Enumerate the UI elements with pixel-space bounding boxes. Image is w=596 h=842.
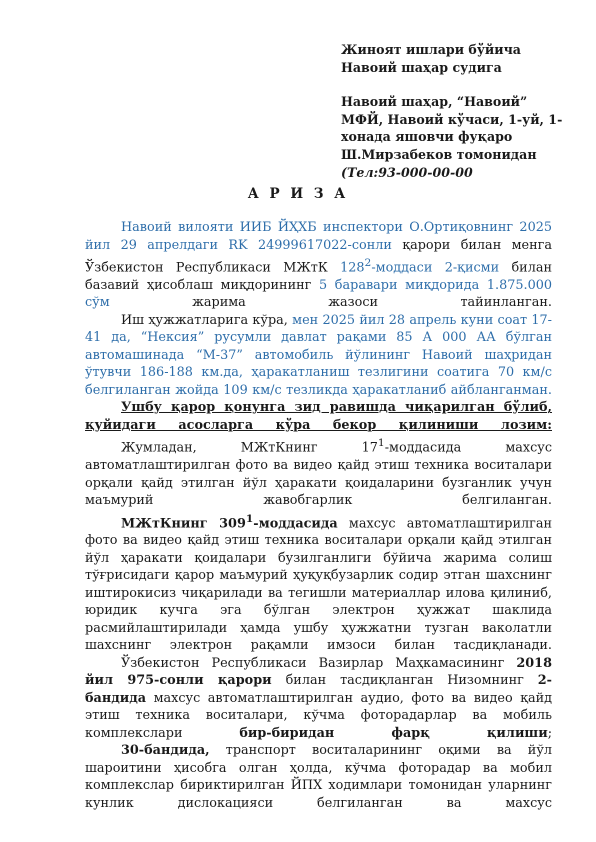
- text: жарима жазоси тайинланган.: [109, 295, 552, 311]
- text-bold: -моддасида: [253, 515, 338, 531]
- text-bold: 30-бандида,: [121, 743, 210, 759]
- addressee-line: Жиноят ишлари бўйича: [341, 42, 521, 57]
- address-gap: [341, 76, 561, 93]
- text-bold: бир-биридан фарқ қилиши: [239, 725, 548, 741]
- text: Иш ҳужжатларига кўра,: [121, 312, 293, 328]
- paragraph-5: [85, 510, 552, 655]
- superscript: 1: [245, 511, 254, 525]
- text: махсус автоматлаштирилган аудио, фото ва видео қайд этиш техника воситалари, кўчма фоторадарлар ва мобиль комплекслари: [85, 690, 552, 741]
- text-highlight: мен 2025 йил 28 апрель куни соат 17-41 да, “Нексия” русумли давлат рақами 85 А 000 АА бўлган автомашинада “М-37” автомобиль йўлининг Навоий шаҳридан ўтувчи 186-188 км.да, ҳаракатланиш тезлигини соатига 70 км/с белгиланган жойда 109 км/с тезликда ҳаракатланиб айбланганман.: [85, 312, 552, 398]
- addressee-line: Навоий шаҳар судига: [341, 59, 502, 75]
- sender-line: МФЙ, Навоий кўчаси, 1-уй, 1-: [341, 111, 563, 127]
- text: Ўзбекистон Республикаси Вазирлар Маҳкамасининг: [121, 655, 517, 671]
- text: -моддасида махсус автоматлаштирилган фото ва видео қайд этиш техника воситалари орқали қайд этилган йўл ҳаракати қоидаларини бузганлик учун маъмурий жавобгарлик белгиланган.: [85, 440, 552, 509]
- sender-phone: (Тел:93-000-00-00: [341, 164, 473, 180]
- addressee-block: [341, 41, 561, 181]
- paragraph-3: Ушбу қарор қонунга зид равишда чиқарилган бўлиб, қуйидаги асосларга кўра бекор қилиниши лозим:: [85, 400, 552, 433]
- paragraph-1: [85, 219, 552, 312]
- text: қарори билан менга Ўзбекистон Республикаси МЖтК: [85, 237, 552, 276]
- superscript: 2: [364, 256, 372, 269]
- text-highlight: 128: [340, 260, 365, 276]
- document-body: [85, 219, 552, 812]
- sender-line: Ш.Мирзабеков томонидан: [341, 146, 537, 162]
- text-highlight: 5 баравари миқдорида 1.875.000 сўм: [85, 277, 552, 311]
- superscript: 1: [377, 436, 385, 450]
- text: билан базавий ҳисоблаш миқдорининг: [85, 260, 552, 293]
- document-title: А Р И З А: [247, 186, 349, 202]
- text: ;: [547, 725, 552, 741]
- text-highlight: Навоий вилояти ИИБ ЙҲХБ инспектори О.Ортиқовнинг 2025 йил 29 апрелдаги RK 24999617022-сонли: [85, 220, 552, 253]
- text-bold: МЖтКнинг 309: [121, 515, 246, 531]
- paragraph-4: [85, 434, 552, 509]
- paragraph-7: [85, 742, 552, 812]
- sender-line: хонада яшовчи фуқаро: [341, 129, 513, 145]
- text-bold: 2-бандида: [85, 673, 552, 706]
- sender-line: Навоий шаҳар, “Навоий”: [341, 94, 528, 110]
- text: Жумладан, МЖтКнинг 17: [121, 440, 378, 456]
- paragraph-6: [85, 655, 552, 743]
- paragraph-2: [85, 312, 552, 400]
- text-highlight: -моддаси 2-қисми: [371, 260, 500, 276]
- text-bold: 2018 йил 975-сонли қарори: [85, 655, 552, 689]
- text: билан тасдиқланган Низомнинг: [271, 673, 538, 689]
- text: транспорт воситаларининг оқими ва йўл шароитини ҳисобга олган ҳолда, кўчма фоторадар ва мобил комплекслар бириктирилган ЙПХ ходимлари томонидан уларнинг кунлик дислокацияси белгиланган ва махсус: [85, 743, 552, 811]
- text: махсус автоматлаштирилган фото ва видео қайд этиш техника воситалари орқали қайд этилган йўл ҳаракати қоидалари бузилганлиги бўйича жарима солиш тўғрисидаги қарор маъмурий ҳуқуқбузарлик содир этган шахснинг иштирокисиз чиқарилади ва тегишли материаллар илова қилиниб, юридик кучга эга бўлган электрон ҳужжат шаклида расмийлаштирилади ҳамда ушбу ҳужжатни тузган ваколатли шахснинг электрон рақамли имзоси билан тасдиқланади.: [85, 515, 552, 654]
